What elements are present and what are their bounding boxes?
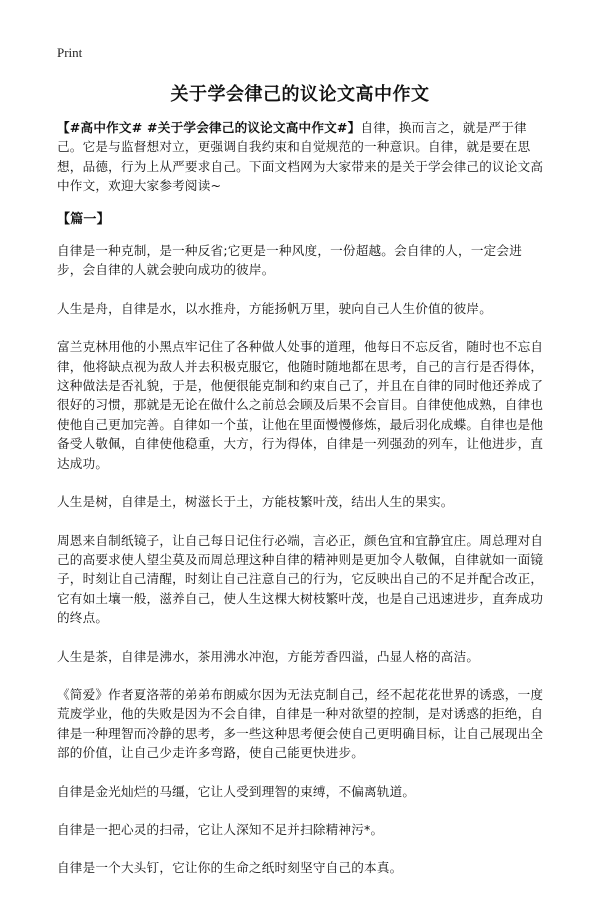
intro-paragraph [57, 118, 547, 196]
paragraph-4: 人生是树，自律是土，树滋长于土，方能枝繁叶茂，结出人生的果实。 [57, 494, 454, 510]
paragraph-8: 自律是金光灿烂的马缰，它让人受到理智的束缚，不偏离轨道。 [57, 783, 416, 799]
paragraph-9: 自律是一把心灵的扫帚，它让人深知不足并扫除精神污*。 [57, 821, 384, 837]
paragraph-7: 《简爱》作者夏洛蒂的弟弟布朗威尔因为无法克制自己，经不起花花世界的诱惑，一度荒废学业，他的失败是因为不会自律，自律是一种对欲望的控制，是对诱惑的拒绝，自律是一种理智而冷静的思考，多一些这种思考便会使自己更明确目标，让自己展现出全部的价值，让自己少走许多弯路，使自己能更快进步。 [57, 686, 544, 761]
paragraph-2: 人生是舟，自律是水，以水推舟，方能扬帆万里，驶向自己人生价值的彼岸。 [57, 300, 492, 316]
paragraph-6: 人生是茶，自律是沸水，茶用沸水冲泡，方能芳香四溢，凸显人格的高洁。 [57, 648, 480, 664]
paragraph-10: 自律是一个大头钉，它让你的生命之纸时刻坚守自己的本真。 [57, 860, 403, 876]
paragraph-3: 富兰克林用他的小黑点牢记住了各种做人处事的道理，他每日不忘反省，随时也不忘自律，他将缺点视为敌人并去积极克服它，他随时随地都在思考，自己的言行是否得体，这种做法是否礼貌，于是，他便很能克制和约束自己了，并且在自律的同时他还养成了很好的习惯，那就是无论在做什么之前总会顾及后果不会盲目。自律使他成熟，自律也使他自己更加完善。自律如一个茧，让他在里面慢慢修炼，最后羽化成蝶。自律也是他备受人敬佩，自律使他稳重，大方，行为得体，自律是一列强劲的列车，让他进步，直达成功。 [57, 339, 544, 471]
article-body [57, 118, 547, 897]
section-heading: 【篇一】 [57, 211, 110, 227]
paragraph-5: 周恩来自制纸镜子，让自己每日记住行必端，言必正，颜色宜和宜静宜庄。周总理对自己的高要求使人望尘莫及而周总理这种自律的精神则是更加令人敬佩，自律就如一面镜子，时刻让自己清醒，时刻让自己注意自己的行为，它反映出自己的不足并配合改正，它有如土壤一般，滋养自己，使人生这棵大树枝繁叶茂，也是自己迅速进步，直奔成功的终点。 [57, 532, 544, 626]
page-title: 关于学会律己的议论文高中作文 [170, 84, 430, 105]
intro-text: 自律，换而言之，就是严于律己。它是与监督想对立，更强调自我约束和自觉规范的一种意识。自律，就是要在思想，品德，行为上从严要求自己。下面文档网为大家带来的是关于学会律己的议论文高中作文，欢迎大家参考阅读~ [57, 120, 544, 194]
paragraph-1: 自律是一种克制，是一种反省;它更是一种风度，一份超越。会自律的人，一定会进步，会自律的人就会驶向成功的彼岸。 [57, 243, 523, 278]
intro-tag: 【#高中作文# #关于学会律己的议论文高中作文#】 [57, 120, 361, 135]
print-link[interactable]: Print [57, 45, 83, 60]
